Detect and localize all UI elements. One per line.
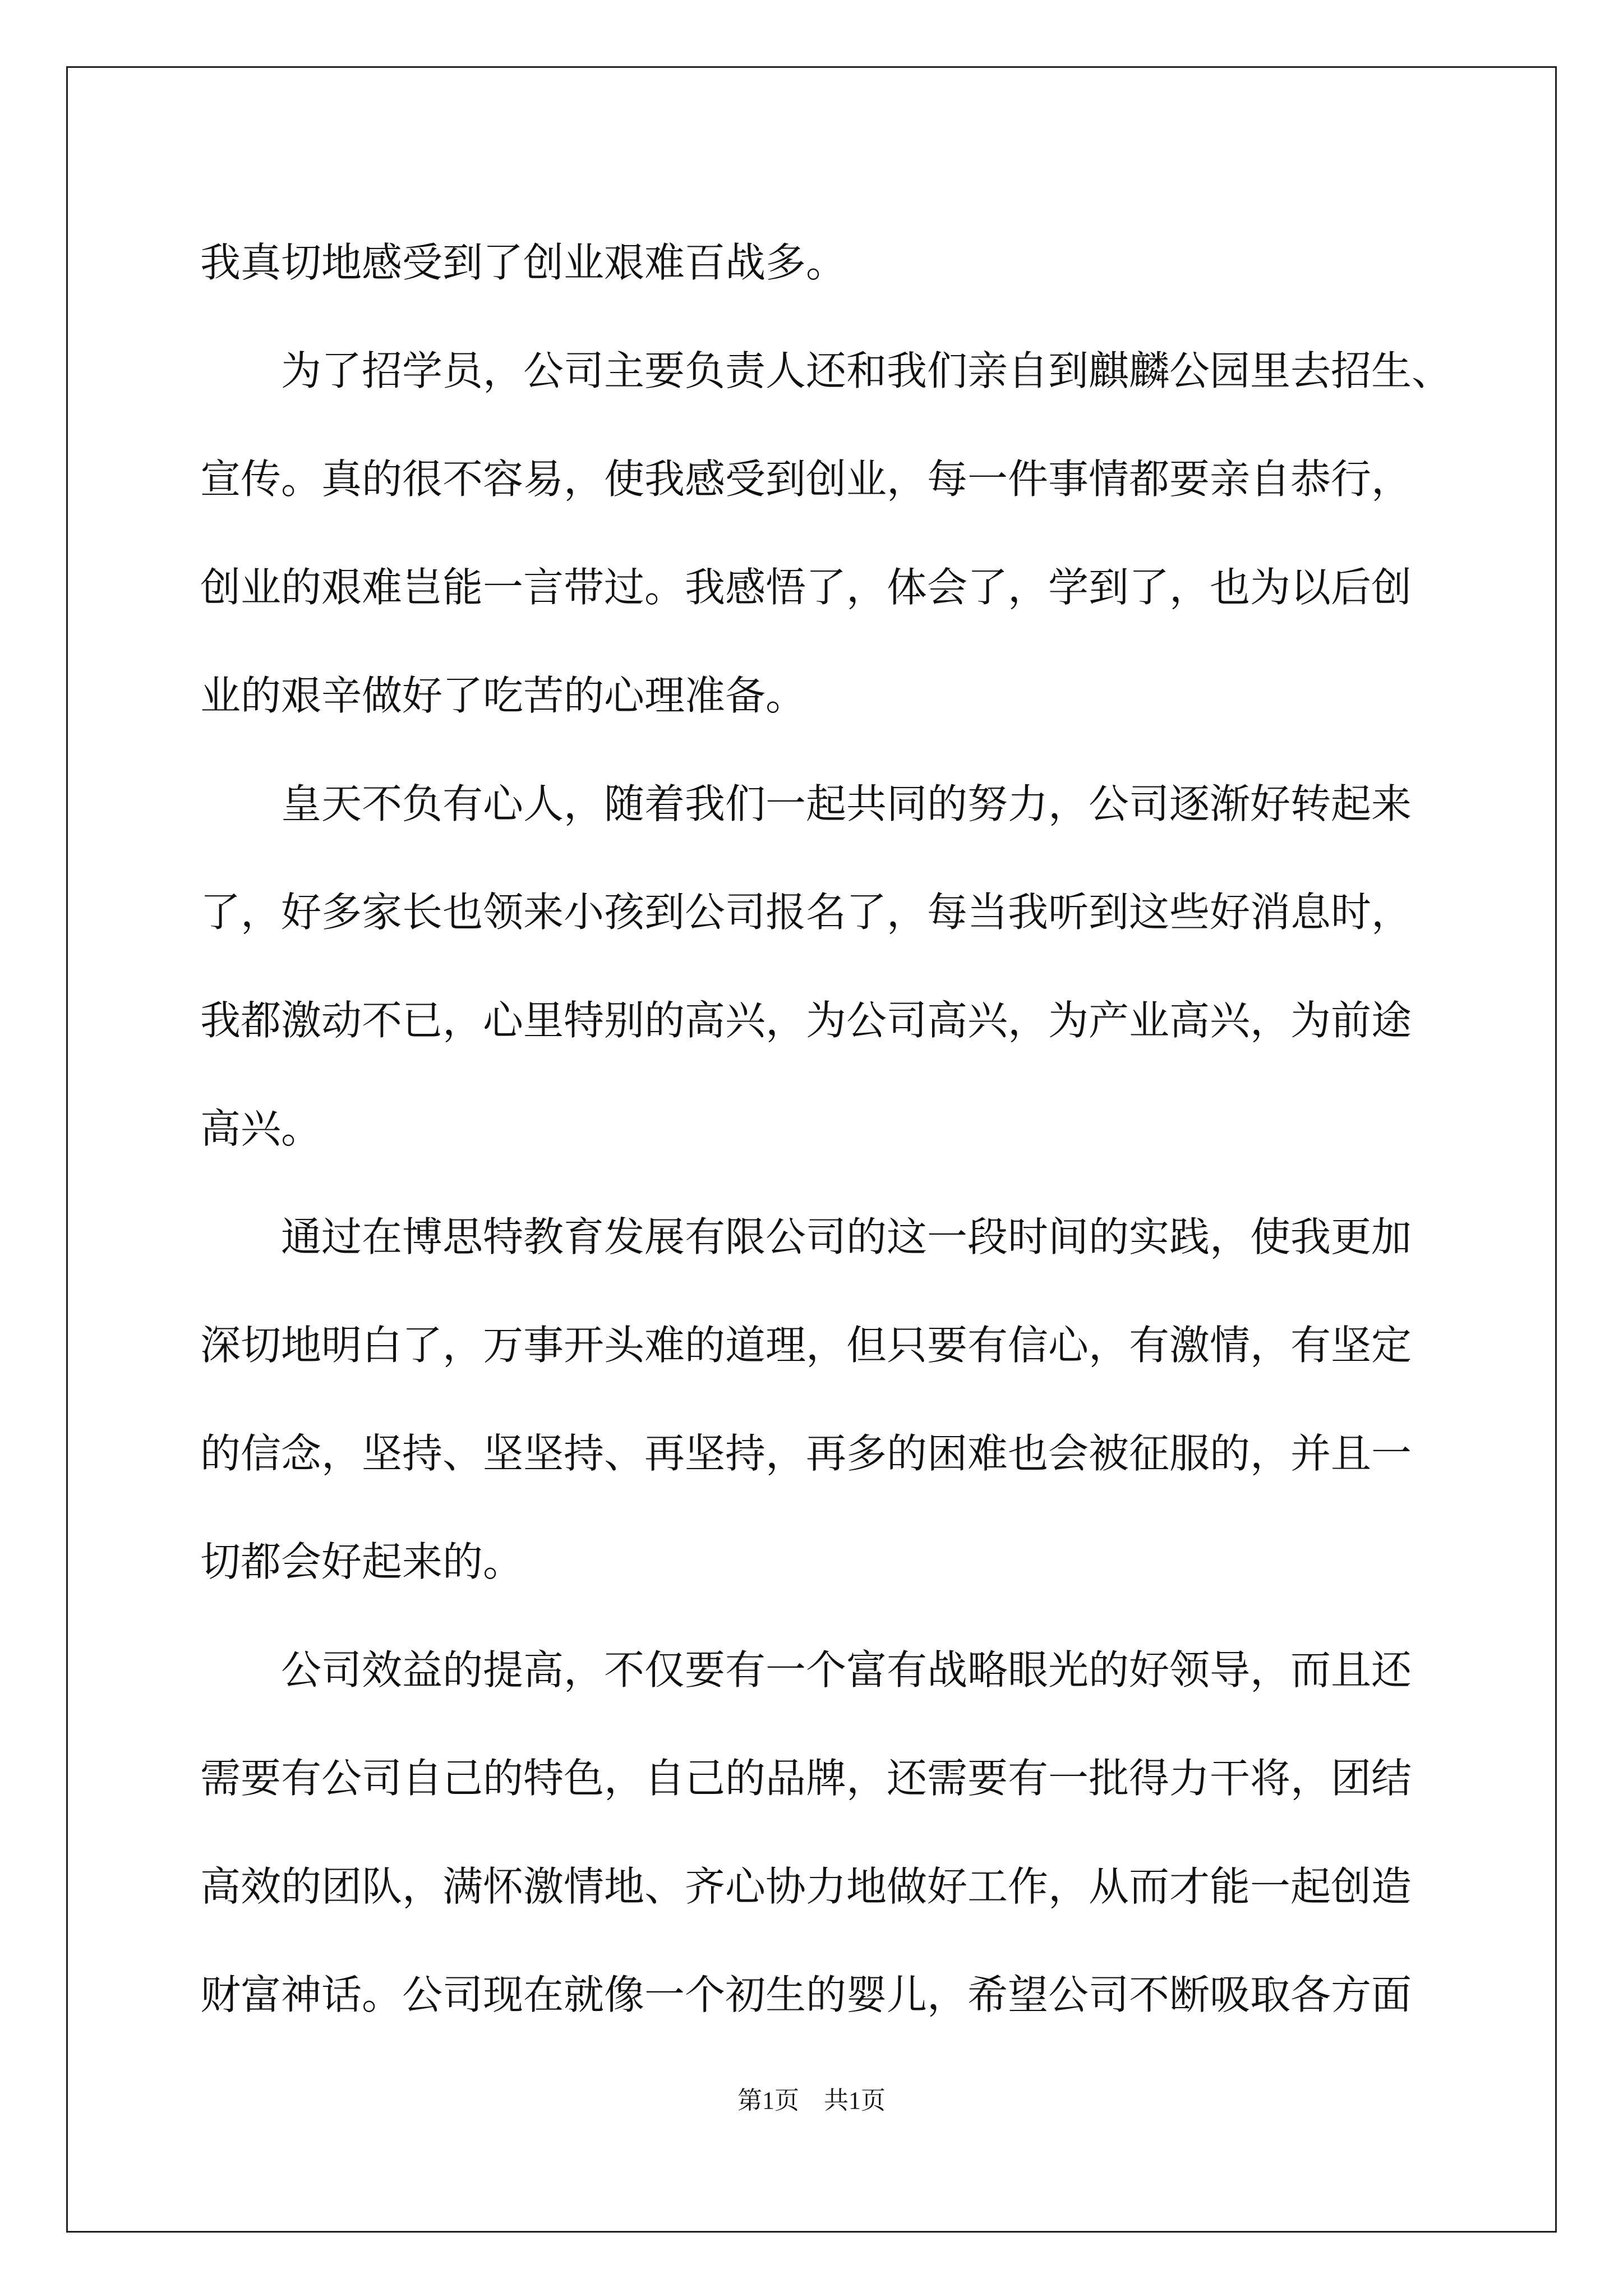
text-line: 为了招学员，公司主要负责人还和我们亲自到麒麟公园里去招生、 (281, 347, 1453, 394)
text-line: 通过在博思特教育发展有限公司的这一段时间的实践，使我更加 (281, 1213, 1412, 1260)
text-line: 业的艰辛做好了吃苦的心理准备。 (200, 672, 806, 719)
text-line: 我都激动不已，心里特别的高兴，为公司高兴，为产业高兴，为前途 (200, 997, 1412, 1044)
text-line: 创业的艰难岂能一言带过。我感悟了，体会了，学到了，也为以后创 (200, 564, 1412, 611)
text-line: 切都会好起来的。 (200, 1538, 524, 1585)
document-body (200, 209, 1453, 2049)
text-line: 深切地明白了，万事开头难的道理，但只要有信心，有激情，有坚定 (200, 1322, 1412, 1369)
text-line: 高效的团队，满怀激情地、齐心协力地做好工作，从而才能一起创造 (200, 1863, 1412, 1910)
text-line: 的信念，坚持、坚坚持、再坚持，再多的困难也会被征服的，并且一 (200, 1430, 1412, 1477)
text-line: 我真切地感受到了创业艰难百战多。 (200, 239, 847, 286)
text-line: 高兴。 (200, 1105, 322, 1152)
text-line: 需要有公司自己的特色，自己的品牌，还需要有一批得力干将，团结 (200, 1755, 1412, 1802)
text-line: 皇天不负有心人，随着我们一起共同的努力，公司逐渐好转起来 (281, 780, 1412, 827)
text-line: 公司效益的提高，不仅要有一个富有战略眼光的好领导，而且还 (281, 1646, 1412, 1694)
text-line: 财富神话。公司现在就像一个初生的婴儿，希望公司不断吸取各方面 (200, 1971, 1412, 2018)
text-line: 了，好多家长也领来小孩到公司报名了，每当我听到这些好消息时， (200, 889, 1412, 936)
page-footer: 第1页 共1页 (737, 2087, 886, 2114)
text-line: 宣传。真的很不容易，使我感受到创业，每一件事情都要亲自恭行， (200, 455, 1412, 503)
